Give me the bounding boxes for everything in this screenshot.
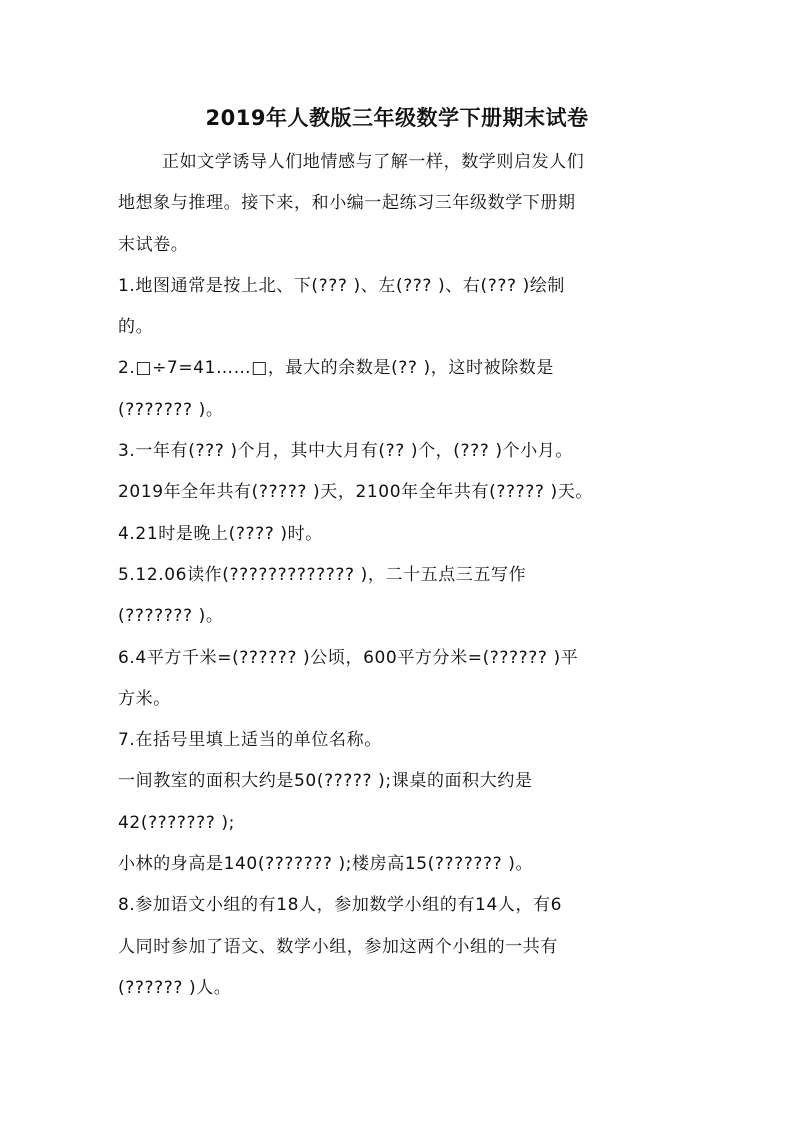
question-8-line-1: 8.参加语文小组的有18人，参加数学小组的有14人，有6 [118,895,563,916]
question-7-line-2: 一间教室的面积大约是50(????? );课桌的面积大约是 [118,771,533,792]
question-2-line-2: (??????? )。 [118,399,224,420]
question-3-line-2: 2019年全年共有(????? )天，2100年全年共有(????? )天。 [118,482,593,503]
document-body [118,142,676,1009]
question-7-line-4: 小林的身高是140(??????? );楼房高15(??????? )。 [118,854,534,875]
question-6-line-1: 6.4平方千米=(?????? )公顷，600平方分米=(?????? )平 [118,647,579,668]
intro-line-2: 地想象与推理。接下来，和小编一起练习三年级数学下册期 [118,193,576,214]
document-title: 2019年人教版三年级数学下册期末试卷 [205,106,589,130]
question-5-line-1: 5.12.06读作(????????????? )，二十五点三五写作 [118,564,527,585]
question-8-line-2: 人同时参加了语文、数学小组，参加这两个小组的一共有 [118,936,558,957]
question-7-line-3: 42(??????? ); [118,812,235,833]
question-6-line-2: 方米。 [118,688,171,709]
intro-line-1: 正如文学诱导人们地情感与了解一样，数学则启发人们 [162,152,585,172]
question-3-line-1: 3.一年有(??? )个月，其中大月有(?? )个，(??? )个小月。 [118,441,574,462]
question-8-line-3: (?????? )人。 [118,977,232,998]
question-2-line-1: 2.□÷7=41……□，最大的余数是(?? )，这时被除数是 [118,358,554,379]
question-1-line-1: 1.地图通常是按上北、下(??? )、左(??? )、右(??? )绘制 [118,275,566,296]
question-7-line-1: 7.在括号里填上适当的单位名称。 [118,730,382,751]
question-5-line-2: (??????? )。 [118,606,224,627]
intro-line-3: 末试卷。 [118,234,189,255]
question-1-line-2: 的。 [118,317,154,338]
question-4-line-1: 4.21时是晚上(???? )时。 [118,523,323,544]
